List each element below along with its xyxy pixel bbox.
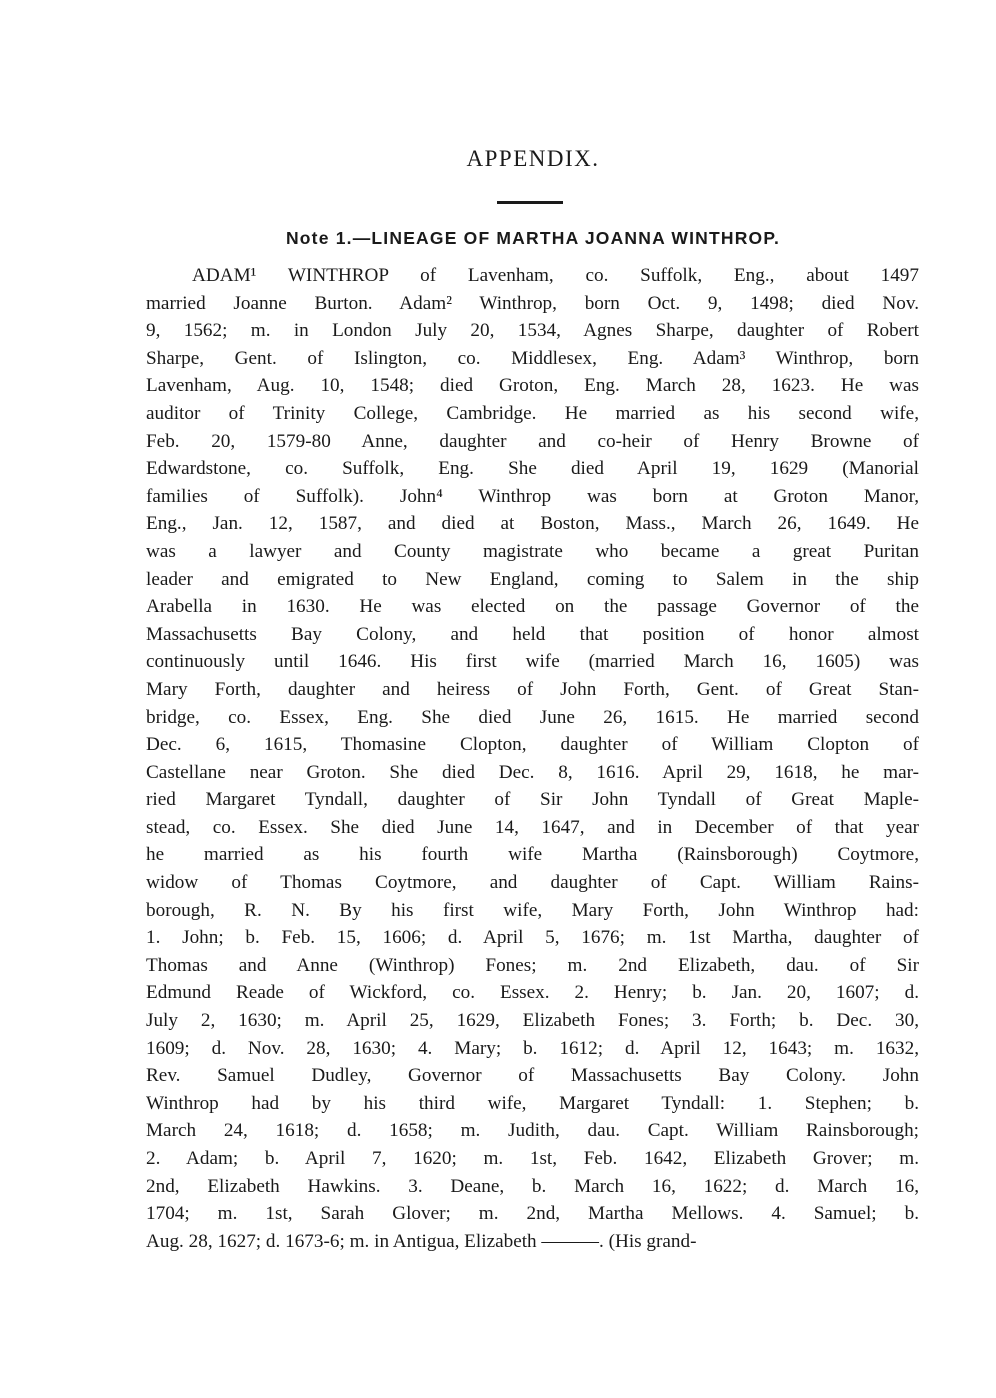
text-line: Dec. 6, 1615, Thomasine Clopton, daughter of William Clopton of <box>146 734 919 756</box>
text-line: ADAM¹ WINTHROP of Lavenham, co. Suffolk, Eng., about 1497 <box>192 265 919 286</box>
text-line: was a lawyer and County magistrate who became a great Puritan <box>146 540 919 562</box>
text-line: 9, 1562; m. in London July 20, 1534, Agnes Sharpe, daughter of Robert <box>146 320 919 342</box>
heading-rule <box>497 201 563 204</box>
text-line: Massachusetts Bay Colony, and held that position of honor almost <box>146 623 919 645</box>
text-line: families of Suffolk). John⁴ Winthrop was born at Groton Manor, <box>146 485 919 507</box>
text-line: Feb. 20, 1579-80 Anne, daughter and co-heir of Henry Browne of <box>146 430 919 452</box>
note-subheading: Note 1.—LINEAGE OF MARTHA JOANNA WINTHROP. <box>285 228 781 248</box>
text-line: March 24, 1618; d. 1658; m. Judith, dau. Capt. William Rainsborough; <box>146 1120 919 1142</box>
text-line: Winthrop had by his third wife, Margaret Tyndall: 1. Stephen; b. <box>146 1092 919 1114</box>
text-line: leader and emigrated to New England, coming to Salem in the ship <box>146 568 919 590</box>
text-line: Arabella in 1630. He was elected on the passage Governor of the <box>146 596 919 618</box>
text-line: bridge, co. Essex, Eng. She died June 26, 1615. He married second <box>146 706 919 728</box>
text-line: 2nd, Elizabeth Hawkins. 3. Deane, b. March 16, 1622; d. March 16, <box>146 1175 919 1197</box>
text-line: Sharpe, Gent. of Islington, co. Middlesex, Eng. Adam³ Winthrop, born <box>146 347 919 369</box>
text-line: Edwardstone, co. Suffolk, Eng. She died April 19, 1629 (Manorial <box>146 458 919 480</box>
text-line: borough, R. N. By his first wife, Mary Forth, John Winthrop had: <box>146 899 919 921</box>
text-line: widow of Thomas Coytmore, and daughter of Capt. William Rains- <box>146 872 919 894</box>
text-line: married Joanne Burton. Adam² Winthrop, born Oct. 9, 1498; died Nov. <box>146 292 919 314</box>
text-line: Lavenham, Aug. 10, 1548; died Groton, Eng. March 28, 1623. He was <box>146 375 919 397</box>
text-line: Thomas and Anne (Winthrop) Fones; m. 2nd Elizabeth, dau. of Sir <box>146 954 919 976</box>
text-line: Rev. Samuel Dudley, Governor of Massachusetts Bay Colony. John <box>146 1065 919 1087</box>
text-line: he married as his fourth wife Martha (Rainsborough) Coytmore, <box>146 844 919 866</box>
text-line: Edmund Reade of Wickford, co. Essex. 2. Henry; b. Jan. 20, 1607; d. <box>146 982 919 1004</box>
text-line: Mary Forth, daughter and heiress of John Forth, Gent. of Great Stan- <box>146 678 919 700</box>
lineage-paragraph <box>146 262 919 1255</box>
text-line: Castellane near Groton. She died Dec. 8, 1616. April 29, 1618, he mar- <box>146 761 919 783</box>
text-line: Aug. 28, 1627; d. 1673-6; m. in Antigua, Elizabeth ———. (His grand- <box>146 1230 697 1252</box>
text-line: auditor of Trinity College, Cambridge. He married as his second wife, <box>146 402 919 424</box>
text-line: continuously until 1646. His first wife (married March 16, 1605) was <box>146 651 919 673</box>
text-line: 1. John; b. Feb. 15, 1606; d. April 5, 1676; m. 1st Martha, daughter of <box>146 927 919 949</box>
text-line: Eng., Jan. 12, 1587, and died at Boston, Mass., March 26, 1649. He <box>146 513 919 535</box>
text-line: July 2, 1630; m. April 25, 1629, Elizabeth Fones; 3. Forth; b. Dec. 30, <box>146 1010 919 1032</box>
text-line: 1704; m. 1st, Sarah Glover; m. 2nd, Martha Mellows. 4. Samuel; b. <box>146 1203 919 1225</box>
text-line: 1609; d. Nov. 28, 1630; 4. Mary; b. 1612; d. April 12, 1643; m. 1632, <box>146 1037 919 1059</box>
appendix-heading: APPENDIX. <box>466 146 600 171</box>
text-line: stead, co. Essex. She died June 14, 1647, and in December of that year <box>146 816 919 838</box>
text-line: ried Margaret Tyndall, daughter of Sir John Tyndall of Great Maple- <box>146 789 919 811</box>
text-line: 2. Adam; b. April 7, 1620; m. 1st, Feb. 1642, Elizabeth Grover; m. <box>146 1148 919 1169</box>
